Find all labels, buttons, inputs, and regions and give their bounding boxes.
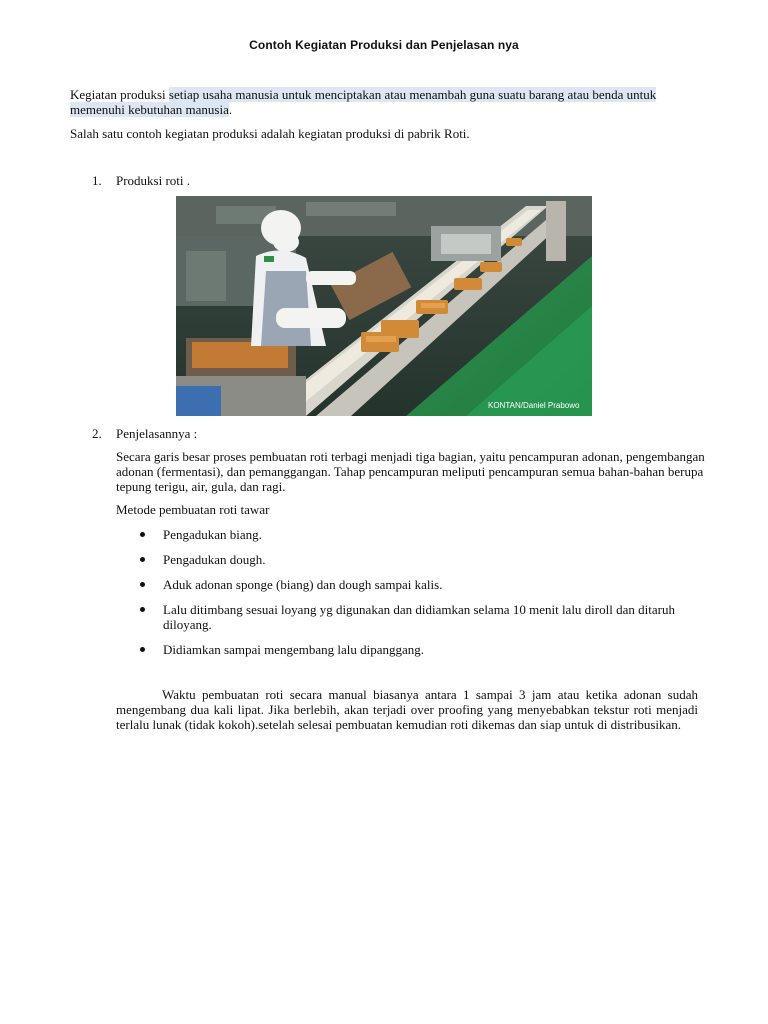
bullet-icon	[140, 647, 145, 652]
list-item	[140, 602, 700, 632]
closing-paragraph: Waktu pembuatan roti secara manual biasanya antara 1 sampai 3 jam atau ketika adonan sudah mengembang dua kali lipat. Jika berlebih, akan terjadi over proofing yang menyebabkan tekstur roti menjadi terlalu lunak (tidak kokoh).setelah selesai pembuatan kemudian roti dikemas dan siap untuk di distribusikan.	[116, 687, 698, 732]
step-text: Aduk adonan sponge (biang) dan dough sampai kalis.	[163, 577, 443, 592]
list-number: 1.	[92, 173, 102, 188]
step-text: Pengadukan dough.	[163, 552, 266, 567]
explanation-paragraph: Secara garis besar proses pembuatan roti terbagi menjadi tiga bagian, yaitu pencampuran adonan, pengembangan adonan (fermentasi), dan pemanggangan. Tahap pencampuran meliputi pencampuran semua bahan-bahan berupa tepung terigu, air, gula, dan ragi.	[116, 449, 705, 494]
intro-highlight: setiap usaha manusia untuk menciptakan atau menambah guna suatu barang atau benda untuk memenuhi kebutuhan manusia	[70, 87, 657, 117]
list-item	[140, 642, 700, 657]
method-steps-list	[140, 527, 700, 657]
bullet-icon	[140, 607, 145, 612]
step-text: Didiamkan sampai mengembang lalu dipanggang.	[163, 642, 425, 657]
bread-factory-photo	[176, 196, 592, 416]
bullet-icon	[140, 532, 145, 537]
list-item	[140, 552, 700, 567]
intro-tail: .	[228, 102, 233, 117]
list-label: Penjelasannya :	[116, 426, 198, 441]
list-item	[140, 527, 700, 542]
list-label: Produksi roti .	[116, 173, 191, 188]
bullet-icon	[140, 557, 145, 562]
list-number: 2.	[92, 426, 102, 441]
bullet-icon	[140, 582, 145, 587]
intro-lead: Kegiatan produksi	[70, 87, 169, 102]
step-text: Pengadukan biang.	[163, 527, 262, 542]
step-text: Lalu ditimbang sesuai loyang yg digunakan dan didiamkan selama 10 menit lalu diroll dan ditaruh diloyang.	[163, 602, 675, 632]
intro-second-paragraph: Salah satu contoh kegiatan produksi adalah kegiatan produksi di pabrik Roti.	[70, 126, 470, 141]
document-title: Contoh Kegiatan Produksi dan Penjelasan nya	[249, 38, 519, 52]
method-title: Metode pembuatan roti tawar	[116, 502, 270, 517]
photo-credit: KONTAN/Daniel Prabowo	[488, 401, 580, 410]
intro-paragraph	[70, 87, 710, 117]
list-item	[140, 577, 700, 592]
